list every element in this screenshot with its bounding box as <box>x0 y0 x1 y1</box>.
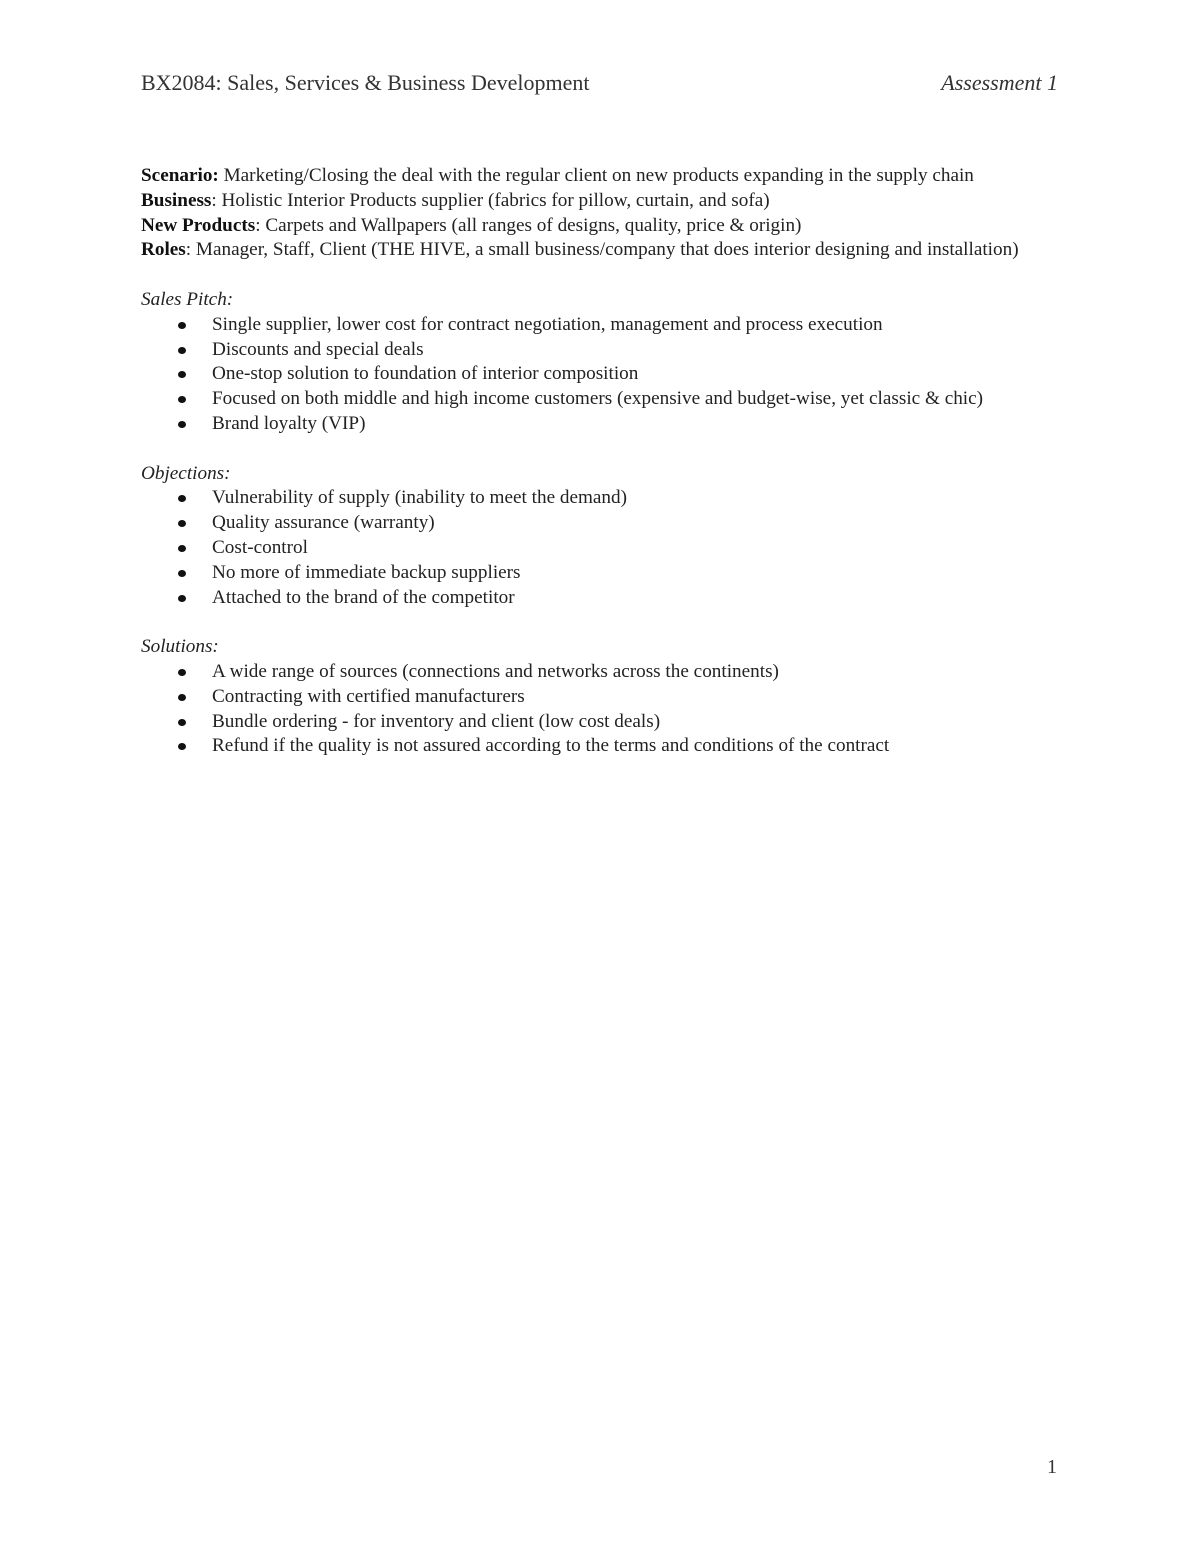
new-products-text: : Carpets and Wallpapers (all ranges of designs, quality, price & origin) <box>255 214 802 236</box>
spacer <box>141 610 1041 635</box>
list-item <box>141 486 1041 511</box>
list-item-text: No more of immediate backup suppliers <box>212 561 521 583</box>
bullet-icon <box>178 421 186 428</box>
list-item-text: Contracting with certified manufacturers <box>212 685 525 707</box>
list-item-text: A wide range of sources (connections and networks across the continents) <box>212 660 779 682</box>
list-item <box>141 586 1041 611</box>
bullet-icon <box>178 520 186 527</box>
list-item <box>141 734 1041 759</box>
list-item <box>141 362 1041 387</box>
list-item <box>141 536 1041 561</box>
list-item <box>141 561 1041 586</box>
list-item <box>141 685 1041 710</box>
list-item-text: Quality assurance (warranty) <box>212 512 435 534</box>
roles-label: Roles <box>141 239 186 261</box>
list-item-text: Vulnerability of supply (inability to meet the demand) <box>212 487 628 509</box>
business-line <box>141 189 1041 214</box>
bullet-icon <box>178 669 186 676</box>
new-products-line <box>141 214 1041 239</box>
list-item-text: Focused on both middle and high income customers (expensive and budget-wise, yet classic & chic) <box>212 388 984 410</box>
bullet-icon <box>178 545 186 552</box>
scenario-text: Marketing/Closing the deal with the regular client on new products expanding in the supply chain <box>218 165 974 186</box>
list-item <box>141 387 1041 412</box>
list-item-text: Single supplier, lower cost for contract negotiation, management and process execution <box>212 313 883 335</box>
roles-line <box>141 238 1041 263</box>
course-title: BX2084: Sales, Services & Business Development <box>141 70 590 95</box>
list-item-text: One-stop solution to foundation of interior composition <box>212 363 639 385</box>
list-item-text: Brand loyalty (VIP) <box>212 412 366 434</box>
assessment-label: Assessment 1 <box>941 70 1058 95</box>
list-item-text: Attached to the brand of the competitor <box>212 586 515 608</box>
list-item-text: Refund if the quality is not assured according to the terms and conditions of the contract <box>212 735 890 757</box>
list-item <box>141 660 1041 685</box>
list-item <box>141 412 1041 437</box>
bullet-icon <box>178 322 186 329</box>
bullet-icon <box>178 495 186 502</box>
objections-list <box>141 486 1041 610</box>
roles-text: : Manager, Staff, Client (THE HIVE, a small business/company that does interior designing and installation) <box>185 239 1019 261</box>
bullet-icon <box>178 743 186 750</box>
bullet-icon <box>178 595 186 602</box>
objections-heading: Objections: <box>141 462 231 484</box>
business-text: : Holistic Interior Products supplier (fabrics for pillow, curtain, and sofa) <box>211 189 770 211</box>
spacer <box>141 263 1041 288</box>
sales-pitch-heading: Sales Pitch: <box>141 288 234 310</box>
list-item-text: Cost-control <box>212 536 308 558</box>
business-label: Business <box>141 189 212 211</box>
page-header <box>141 70 1058 96</box>
solutions-heading: Solutions: <box>141 636 219 658</box>
bullet-icon <box>178 719 186 726</box>
scenario-label: Scenario: <box>141 165 219 186</box>
bullet-icon <box>178 371 186 378</box>
bullet-icon <box>178 396 186 403</box>
list-item-text: Discounts and special deals <box>212 338 424 360</box>
spacer <box>141 437 1041 462</box>
bullet-icon <box>178 694 186 701</box>
solutions-list <box>141 660 1041 759</box>
list-item <box>141 710 1041 735</box>
page-number: 1 <box>1047 1456 1057 1478</box>
list-item-text: Bundle ordering - for inventory and client (low cost deals) <box>212 710 661 732</box>
bullet-icon <box>178 347 186 354</box>
sales-pitch-list <box>141 313 1041 437</box>
scenario-line <box>141 164 1041 189</box>
list-item <box>141 511 1041 536</box>
list-item <box>141 338 1041 363</box>
document-body <box>141 164 1041 759</box>
list-item <box>141 313 1041 338</box>
bullet-icon <box>178 570 186 577</box>
new-products-label: New Products <box>141 214 256 236</box>
